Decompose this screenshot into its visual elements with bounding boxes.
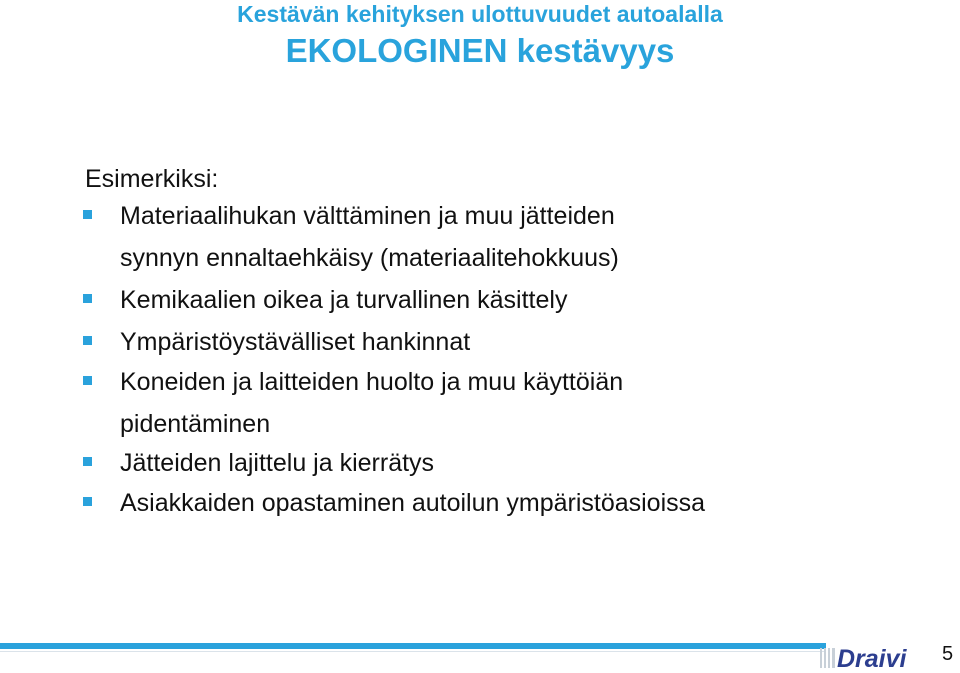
slide-title: EKOLOGINEN kestävyys	[285, 32, 675, 69]
bullet-text: Koneiden ja laitteiden huolto ja muu käyttöiän	[120, 368, 624, 396]
square-bullet-icon	[83, 457, 92, 466]
bullet-item	[120, 279, 820, 321]
bullet-item	[120, 482, 820, 524]
footer-bar-shadow	[0, 651, 826, 652]
bullet-text: Materiaalihukan välttäminen ja muu jätteiden	[120, 202, 615, 230]
intro-text: Esimerkiksi:	[85, 165, 219, 193]
square-bullet-icon	[83, 294, 92, 303]
bullet-item	[120, 361, 820, 445]
square-bullet-icon	[83, 376, 92, 385]
logo-stripes	[820, 648, 835, 668]
square-bullet-icon	[83, 210, 92, 219]
bullet-text: Jätteiden lajittelu ja kierrätys	[120, 449, 435, 477]
footer-bar	[0, 643, 826, 649]
bullet-text-continued: pidentäminen	[120, 410, 271, 438]
bullet-text: Ympäristöystävälliset hankinnat	[120, 328, 471, 356]
bullet-text: Asiakkaiden opastaminen autoilun ympäristöasioissa	[120, 489, 706, 517]
bullet-item	[120, 442, 820, 484]
bullet-text: Kemikaalien oikea ja turvallinen käsittely	[120, 286, 568, 314]
page-number: 5	[942, 643, 954, 665]
bullet-item	[120, 195, 820, 279]
slide-supertitle: Kestävän kehityksen ulottuvuudet autoalalla	[237, 1, 723, 27]
square-bullet-icon	[83, 336, 92, 345]
bullet-item	[120, 321, 820, 363]
bullet-text-continued: synnyn ennaltaehkäisy (materiaalitehokkuus)	[120, 244, 619, 272]
logo-text: Draivi	[837, 645, 907, 673]
draivi-logo	[818, 641, 930, 673]
square-bullet-icon	[83, 497, 92, 506]
